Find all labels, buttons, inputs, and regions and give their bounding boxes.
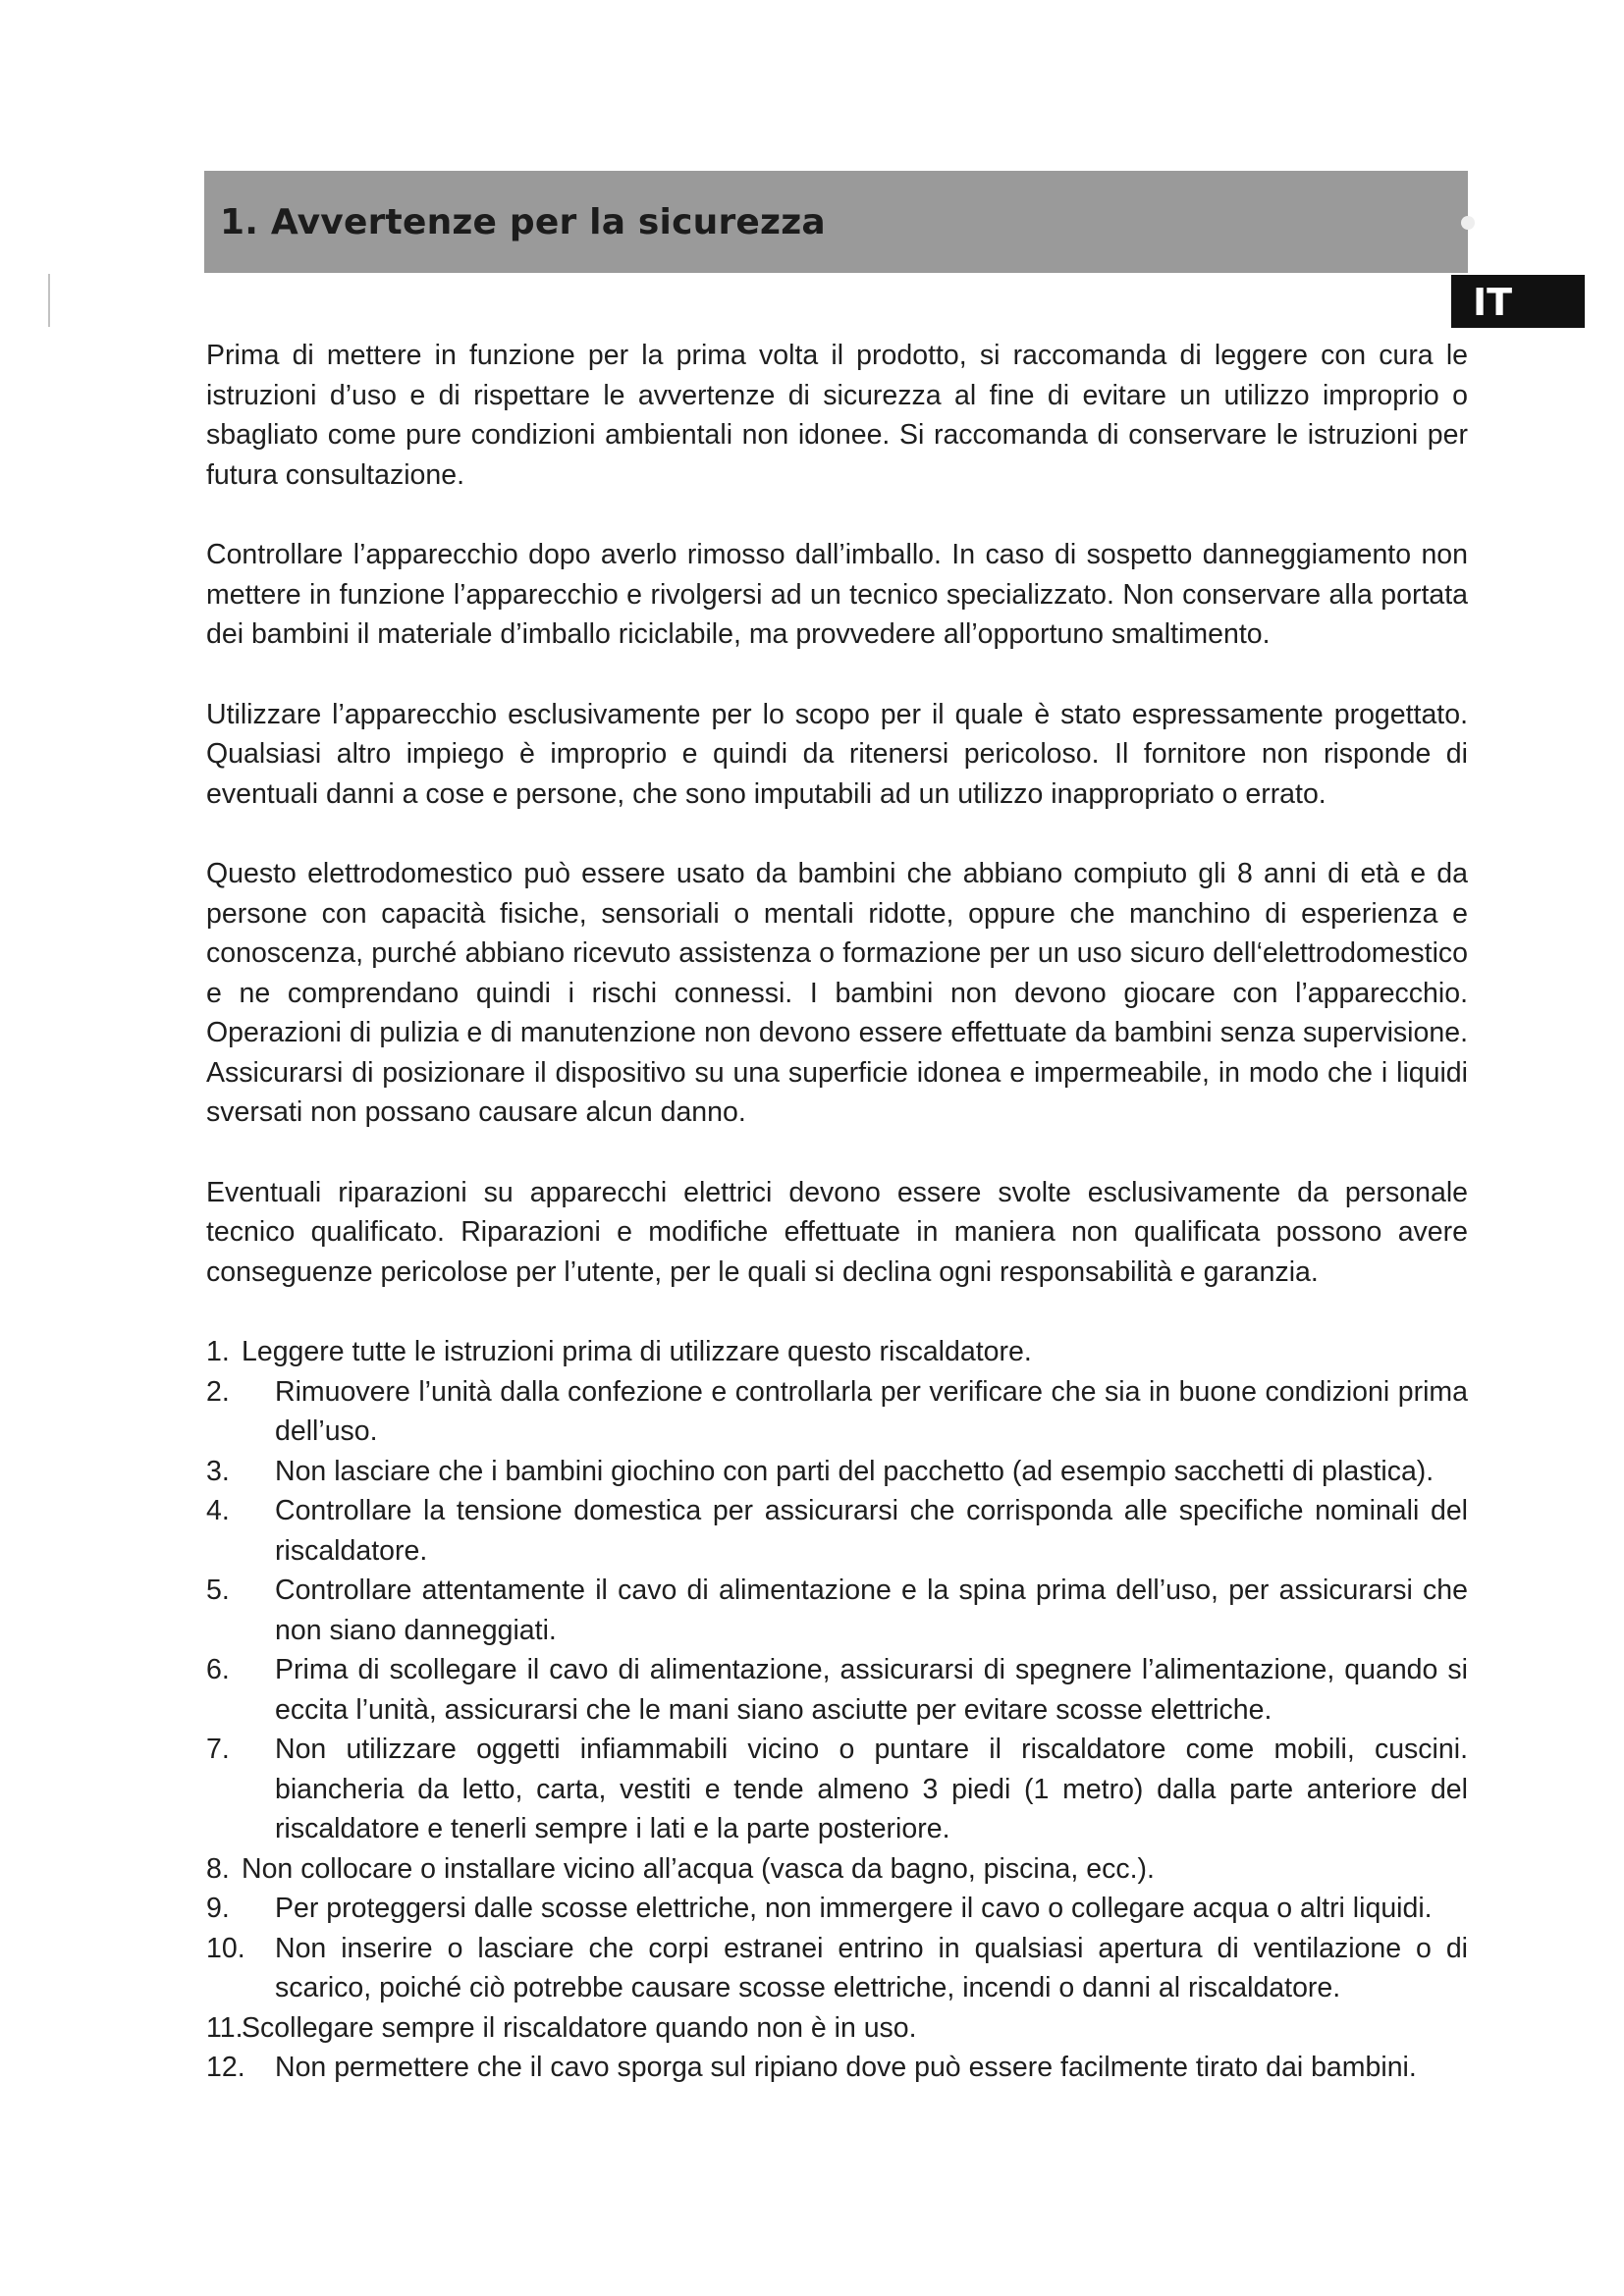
intended-use-paragraph: Utilizzare l’apparecchio esclusivamente per lo scopo per il quale è stato espressamente progettato. Qualsiasi altro impiego è improprio e quindi da ritenersi pericoloso. Il fornitore non risponde di eventuali danni a cose e persone, che sono imputabili ad un utilizzo inappropriato o errato. <box>206 698 1468 810</box>
corner-mark <box>1461 216 1475 230</box>
section-header <box>204 171 1468 273</box>
list-item-number: 5. <box>206 1575 230 1606</box>
list-item-text: Non utilizzare oggetti infiammabili vicino o puntare il riscaldatore come mobili, cuscini. biancheria da letto, carta, vestiti e tende almeno 3 piedi (1 metro) dalla parte anteriore del riscaldatore e tenerli sempre i lati e la parte posteriore. <box>275 1734 1468 1844</box>
list-item-number: 7. <box>206 1734 230 1765</box>
repairs-paragraph: Eventuali riparazioni su apparecchi elettrici devono essere svolte esclusivamente da personale tecnico qualificato. Riparazioni e modifiche effettuate in maniera non qualificata possono avere conseguenze pericolose per l’utente, per le quali si declina ogni responsabilità e garanzia. <box>206 1176 1468 1288</box>
warnings-list <box>206 1332 1468 2088</box>
unpacking-paragraph: Controllare l’apparecchio dopo averlo rimosso dall’imballo. In caso di sospetto danneggiamento non mettere in funzione l’apparecchio e rivolgersi ad un tecnico specializzato. Non conservare alla portata dei bambini il materiale d’imballo riciclabile, ma provvedere all’opportuno smaltimento. <box>206 539 1468 650</box>
list-item-text: Per proteggersi dalle scosse elettriche, non immergere il cavo o collegare acqua o altri liquidi. <box>275 1893 1433 1924</box>
list-item-text: Controllare attentamente il cavo di alimentazione e la spina prima dell’uso, per assicurarsi che non siano danneggiati. <box>275 1575 1468 1646</box>
intro-paragraph: Prima di mettere in funzione per la prima volta il prodotto, si raccomanda di leggere con cura le istruzioni d’uso e di rispettare le avvertenze di sicurezza al fine di evitare un utilizzo improprio o sbagliato come pure condizioni ambientali non idonee. Si raccomanda di conservare le istruzioni per futura consultazione. <box>206 340 1468 491</box>
list-item-number: 1. <box>206 1336 230 1367</box>
list-item <box>206 1889 1468 1929</box>
list-item-number: 10. <box>206 1932 245 1964</box>
margin-mark <box>48 274 50 327</box>
list-item-number: 3. <box>206 1455 230 1487</box>
list-item <box>206 2008 1468 2049</box>
list-item-text: Non inserire o lasciare che corpi estranei entrino in qualsiasi apertura di ventilazione o di scarico, poiché ciò potrebbe causare scosse elettriche, incendi o danni al riscaldatore. <box>275 1932 1468 2003</box>
list-item-number: 8. <box>206 1852 230 1885</box>
list-item <box>206 1372 1468 1452</box>
list-item <box>206 2048 1468 2088</box>
list-item-number: 12. <box>206 2052 245 2083</box>
list-item <box>206 1491 1468 1571</box>
list-item <box>206 1650 1468 1730</box>
list-item-number: 4. <box>206 1495 230 1526</box>
list-item <box>206 1849 1468 1890</box>
list-item-text: Leggere tutte le istruzioni prima di utilizzare questo riscaldatore. <box>242 1336 1032 1367</box>
list-item-text: Controllare la tensione domestica per assicurarsi che corrisponda alle specifiche nominali del riscaldatore. <box>275 1495 1468 1567</box>
safety-text <box>206 336 1468 2088</box>
children-paragraph: Questo elettrodomestico può essere usato da bambini che abbiano compiuto gli 8 anni di età e da persone con capacità fisiche, sensoriali o mentali ridotte, oppure che manchino di esperienza e conoscenza, purché abbiano ricevuto assistenza o formazione per un uso sicuro dell‘elettrodomestico e ne comprendano quindi i rischi connessi. I bambini non devono giocare con l’apparecchio. Operazioni di pulizia e di manutenzione non devono essere effettuate da bambini senza supervisione. Assicurarsi di posizionare il dispositivo su una superficie idonea e impermeabile, in modo che i liquidi sversati non possano causare alcun danno. <box>206 858 1468 1128</box>
list-item <box>206 1332 1468 1372</box>
language-badge: IT <box>1451 275 1585 328</box>
list-item <box>206 1929 1468 2008</box>
list-item <box>206 1730 1468 1849</box>
list-item-text: Prima di scollegare il cavo di alimentazione, assicurarsi di spegnere l’alimentazione, quando si eccita l’unità, assicurarsi che le mani siano asciutte per evitare scosse elettriche. <box>275 1654 1468 1726</box>
list-item-text: Non permettere che il cavo sporga sul ripiano dove può essere facilmente tirato dai bambini. <box>275 2052 1417 2083</box>
list-item-text: Non lasciare che i bambini giochino con parti del pacchetto (ad esempio sacchetti di plastica). <box>275 1455 1435 1487</box>
list-item <box>206 1452 1468 1492</box>
list-item <box>206 1571 1468 1650</box>
list-item-text: Rimuovere l’unità dalla confezione e controllarla per verificare che sia in buone condizioni prima dell’uso. <box>275 1375 1468 1447</box>
list-item-number: 9. <box>206 1893 230 1924</box>
list-item-number: 11. <box>206 2011 244 2044</box>
section-title: 1. Avvertenze per la sicurezza <box>220 202 826 242</box>
list-item-text: Scollegare sempre il riscaldatore quando non è in uso. <box>242 2011 917 2044</box>
list-item-number: 6. <box>206 1654 230 1685</box>
list-item-text: Non collocare o installare vicino all’acqua (vasca da bagno, piscina, ecc.). <box>242 1852 1155 1885</box>
list-item-number: 2. <box>206 1375 230 1408</box>
